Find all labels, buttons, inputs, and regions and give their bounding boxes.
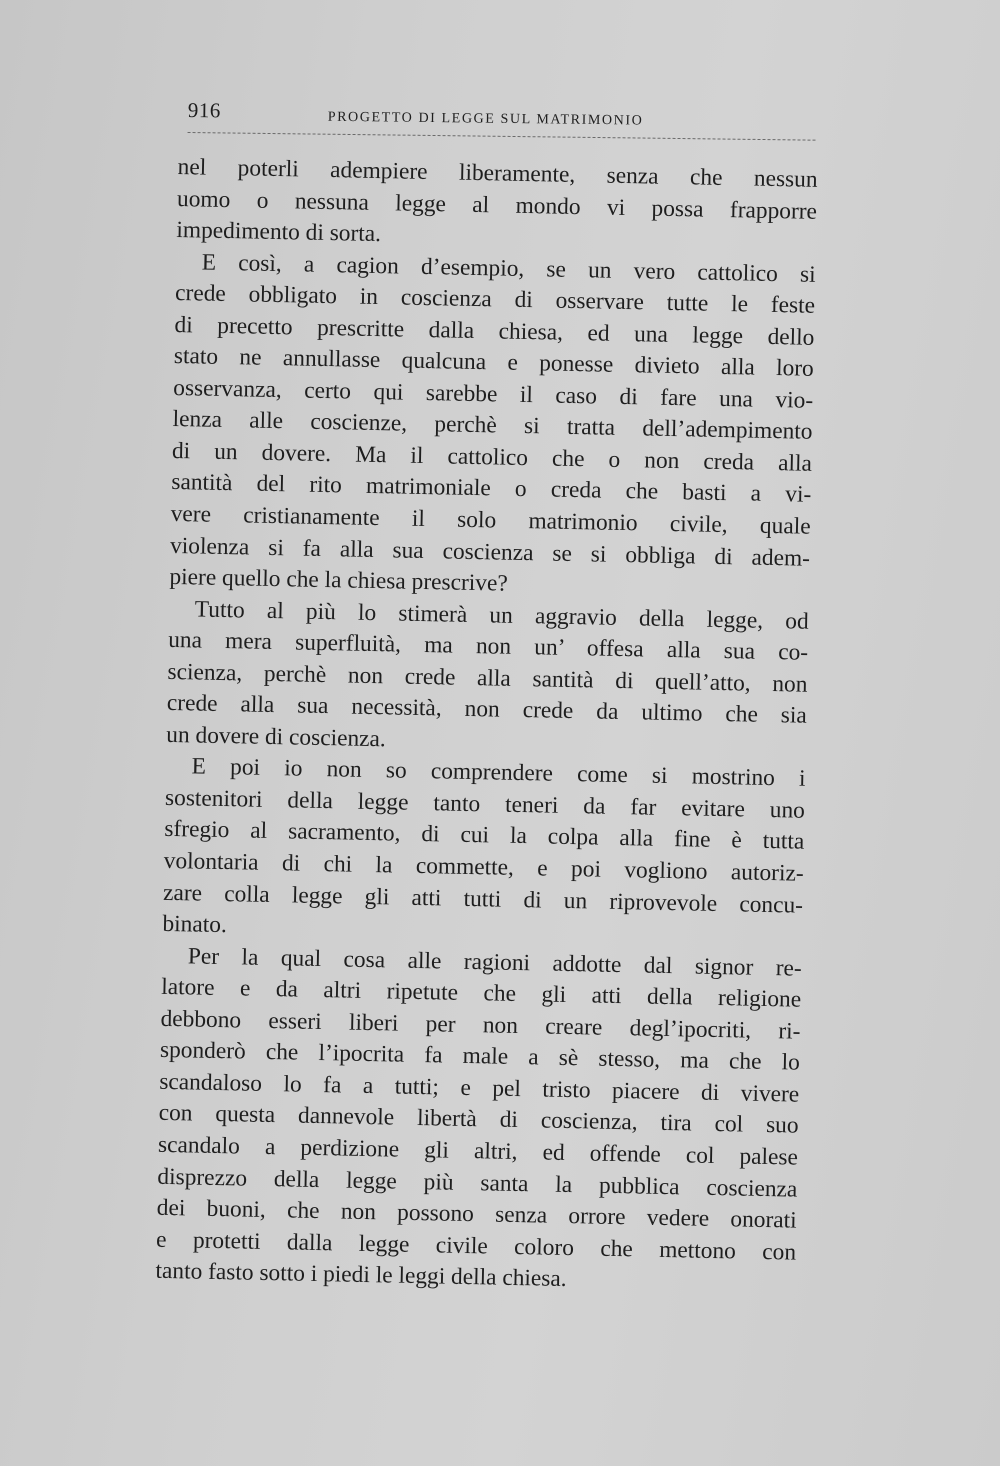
page-header (188, 96, 816, 144)
text-line: piere quello che la chiesa prescrive? (169, 564, 509, 597)
text-line: dei buoni, che non possono senza orrore vedere onorati (156, 1194, 797, 1234)
text-line: stato ne annullasse qualcuna e ponesse divieto alla loro (173, 343, 815, 383)
text-line: Tutto al più lo stimerà un aggravio della legge, od (194, 596, 809, 635)
paragraph-3 (166, 594, 809, 765)
text-line: zare colla legge gli atti tutti di un riprovevole concu- (162, 879, 804, 919)
text-line: uomo o nessuna legge al mondo vi possa frapporre (176, 185, 818, 225)
text-line: tanto fasto sotto i piedi le leggi della chiesa. (155, 1257, 567, 1293)
header-rule (188, 132, 816, 141)
text-line: una mera superfluità, ma non un’ offesa alla sua co- (167, 627, 809, 666)
text-line: E poi io non so comprendere come si mostrino i (191, 753, 806, 793)
text-line: un dovere di coscienza. (166, 721, 387, 753)
body-text (155, 152, 818, 1300)
text-line: scandaloso lo fa a tutti; e pel tristo piacere di vivere (159, 1068, 800, 1108)
text-line: disprezzo della legge più santa la pubblica coscienza (157, 1163, 798, 1203)
text-line: Per la qual cosa alle ragioni addotte dal signor re- (187, 943, 803, 982)
text-line: vere cristianamente il solo matrimonio civile, quale (170, 500, 811, 540)
text-line: osservanza, certo qui sarebbe il caso di fare una vio- (173, 374, 814, 414)
text-line: sostenitori della legge tanto teneri da far evitare uno (164, 784, 806, 824)
paragraph-2 (169, 247, 816, 607)
text-line: volontaria di chi la commette, e poi vogliono autoriz- (163, 847, 804, 887)
text-line: debbono esseri liberi per non creare degl’ipocriti, ri- (160, 1005, 801, 1045)
paragraph-1 (176, 152, 818, 259)
text-line: E così, a cagion d’esempio, se un vero cattolico si (201, 249, 816, 288)
text-line: scienza, perchè non crede alla santità di quell’atto, non (167, 658, 808, 698)
text-line: sfregio al sacramento, di cui la colpa alla fine è tutta (164, 816, 805, 856)
text-line: santità del rito matrimoniale o creda che basti a vi- (171, 469, 812, 509)
text-line: crede alla sua necessità, non crede da ultimo che sia (166, 690, 808, 730)
text-line: violenza si fa alla sua coscienza se si obbliga di adem- (169, 532, 811, 572)
text-line: binato. (162, 910, 228, 939)
text-line: nel poterli adempiere liberamente, senza che nessun (177, 153, 818, 193)
paragraph-5 (155, 941, 802, 1301)
paragraph-4 (162, 751, 806, 953)
running-title: PROGETTO DI LEGGE SUL MATRIMONIO (327, 109, 644, 129)
text-line: lenza alle coscienze, perchè si tratta dell’adempimento (172, 406, 813, 446)
text-line: con questa dannevole libertà di coscienza, tira col suo (158, 1100, 799, 1140)
text-line: sponderò che l’ipocrita fa male a sè stesso, ma che lo (159, 1037, 801, 1076)
text-line: di un dovere. Ma il cattolico che o non creda alla (171, 437, 813, 477)
text-line: crede obbligato in coscienza di osservare tutte le feste (174, 280, 816, 320)
text-line: impedimento di sorta. (176, 217, 382, 248)
text-line: e protetti dalla legge civile coloro che mettono con (155, 1226, 797, 1266)
text-line: di precetto prescritte dalla chiesa, ed una legge dello (174, 311, 815, 351)
text-line: latore e da altri ripetute che gli atti della religione (160, 974, 802, 1013)
page-number: 916 (187, 97, 221, 123)
text-line: scandalo a perdizione gli altri, ed offende col palese (157, 1131, 799, 1171)
